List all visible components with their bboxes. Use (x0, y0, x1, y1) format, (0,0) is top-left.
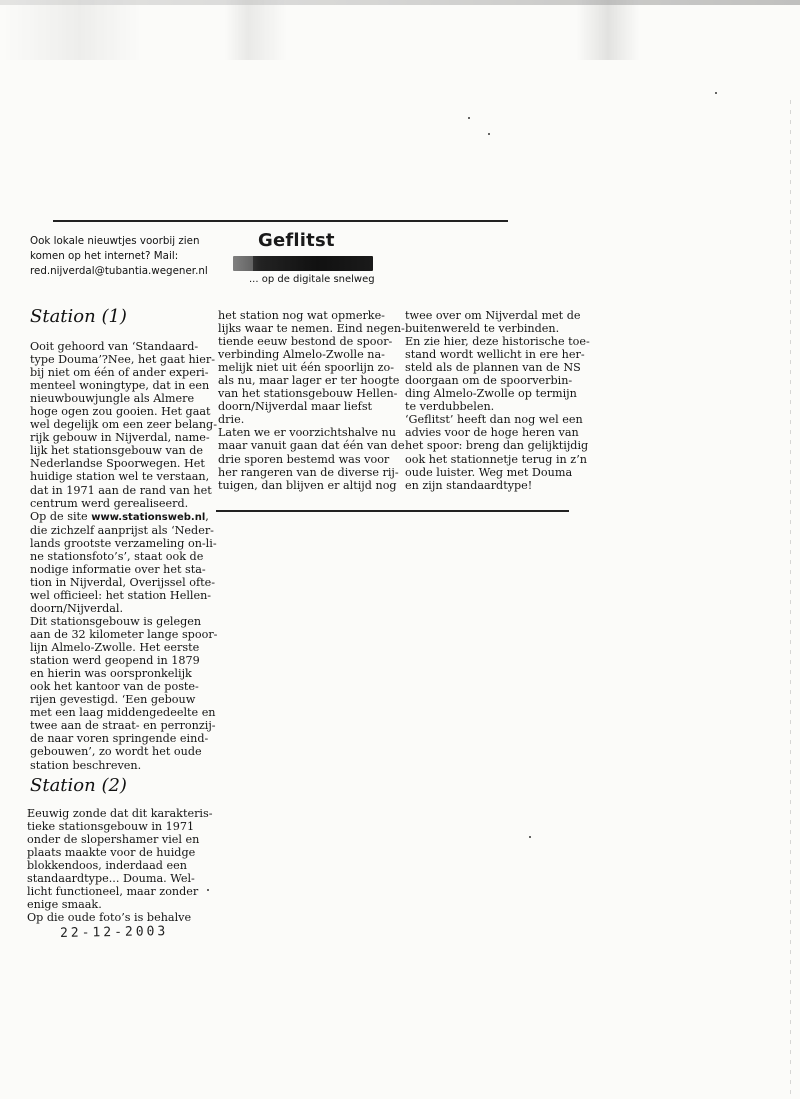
text-line: her rangeren van de diverse rij- (218, 465, 399, 479)
text-line: verbinding Almelo-Zwolle na- (218, 348, 385, 362)
text-line: dat in 1971 aan de rand van het (30, 483, 212, 497)
text-line: bij niet om één of ander experi- (30, 366, 209, 380)
text-line: maar vanuit gaan dat één van de (218, 439, 405, 453)
text-line: en zijn standaardtype! (405, 478, 533, 492)
header-tagline (30, 234, 230, 279)
text-line: lands grootste verzameling on-li- (30, 536, 217, 550)
text-line: het station nog wat opmerke- (218, 309, 385, 322)
text-line: Nederlandse Spoorwegen. Het (30, 457, 205, 471)
text-line: drie sporen bestemd was voor (218, 452, 390, 466)
top-rule (53, 220, 508, 222)
text-line: lijk het stationsgebouw van de (30, 444, 204, 458)
section2-heading: Station (2) (30, 775, 127, 796)
text-line: drie. (218, 413, 245, 427)
text-line: van het stationsgebouw Hellen- (218, 387, 398, 401)
text-line: tieke stationsgebouw in 1971 (27, 820, 195, 834)
column-2-text (218, 309, 405, 492)
text-line: rijen gevestigd. ‘Een gebouw (30, 693, 196, 707)
text-line: centrum werd gerealiseerd. (30, 496, 189, 510)
text-line: twee over om Nijverdal met de (405, 309, 581, 322)
text-line: tuigen, dan blijven er altijd nog (218, 478, 397, 492)
text-line: ding Almelo-Zwolle op termijn (405, 387, 577, 401)
text-line: Laten we er voorzichtshalve nu (218, 426, 396, 440)
text-line: nieuwbouwjungle als Almere (30, 392, 195, 406)
scan-speck (529, 836, 531, 838)
text-line: wel degelijk om een zeer belang- (30, 418, 217, 432)
column-1-text (30, 340, 217, 772)
masthead-title: Geflitst (258, 230, 335, 251)
column-3-text (405, 309, 590, 492)
text-line: advies voor de hoge heren van (405, 426, 579, 440)
text-line: gebouwen’, zo wordt het oude (30, 745, 202, 759)
text-line: als nu, maar lager er ter hoogte (218, 374, 400, 388)
text-line: doorn/Nijverdal. (30, 601, 124, 615)
text-line: licht functioneel, maar zonder (27, 885, 199, 899)
tagline-line: komen op het internet? Mail: (30, 250, 179, 262)
text-line: ook het stationnetje terug in z’n (405, 452, 587, 466)
url-prefix: Op de site (30, 509, 92, 523)
text-line: menteel woningtype, dat in een (30, 379, 210, 393)
url-suffix: , (205, 509, 209, 523)
text-line: nodige informatie over het sta- (30, 562, 206, 576)
tagline-email: red.nijverdal@tubantia.wegener.nl (30, 265, 208, 277)
tagline-line: Ook lokale nieuwtjes voorbij zien (30, 235, 200, 247)
scan-speck (468, 117, 470, 119)
text-line: rijk gebouw in Nijverdal, name- (30, 431, 210, 445)
text-line: huidige station wel te verstaan, (30, 470, 210, 484)
text-line: doorn/Nijverdal maar liefst (218, 400, 373, 414)
section1-heading: Station (1) (30, 306, 127, 327)
text-line: wel officieel: het station Hellen- (30, 588, 212, 602)
text-line: twee aan de straat- en perronzij- (30, 719, 216, 733)
text-line: plaats maakte voor de huidge (27, 846, 196, 860)
text-line: aan de 32 kilometer lange spoor- (30, 628, 218, 642)
text-line: Dit stationsgebouw is gelegen (30, 614, 202, 628)
scan-edge (790, 100, 791, 1099)
text-line: standaardtype... Douma. Wel- (27, 872, 195, 886)
scan-noise (0, 0, 800, 60)
text-line: enige smaak. (27, 898, 102, 912)
text-line: Ooit gehoord van ‘Standaard- (30, 340, 199, 353)
text-line: Eeuwig zonde dat dit karakteris- (27, 807, 213, 820)
text-line-with-url (30, 510, 217, 524)
text-line: Op die oude foto’s is behalve (27, 911, 192, 925)
text-line: doorgaan om de spoorverbin- (405, 374, 573, 388)
text-line: buitenwereld te verbinden. (405, 322, 560, 336)
text-line: stand wordt wellicht in ere her- (405, 348, 585, 362)
handwritten-date: 22-12-2003 (59, 924, 169, 941)
text-line: oude luister. Weg met Douma (405, 465, 573, 479)
text-line: ook het kantoor van de poste- (30, 680, 199, 694)
text-line: steld als de plannen van de NS (405, 361, 581, 375)
text-line: En zie hier, deze historische toe- (405, 335, 590, 349)
text-line: station beschreven. (30, 758, 142, 772)
text-line: en hierin was oorspronkelijk (30, 667, 192, 681)
column-1b-text (27, 807, 213, 924)
text-line: met een laag middengedeelte en (30, 706, 216, 720)
text-line: onder de slopershamer viel en (27, 833, 200, 847)
text-line: ne stationsfoto’s’, staat ook de (30, 549, 204, 563)
text-line: station werd geopend in 1879 (30, 654, 200, 668)
text-line: die zichzelf aanprijst als ‘Neder- (30, 523, 214, 537)
bottom-rule (216, 510, 569, 512)
text-line: lijn Almelo-Zwolle. Het eerste (30, 641, 200, 655)
stationsweb-link[interactable]: www.stationsweb.nl (91, 511, 206, 523)
text-line: melijk niet uit één spoorlijn zo- (218, 361, 395, 375)
scan-speck (715, 92, 717, 94)
text-line: de naar voren springende eind- (30, 732, 209, 746)
text-line: ‘Geflitst’ heeft dan nog wel een (405, 413, 583, 427)
text-line: te verdubbelen. (405, 400, 495, 414)
text-line: hoge ogen zou gooien. Het gaat (30, 405, 211, 419)
masthead-subtitle: ... op de digitale snelweg (249, 274, 375, 285)
text-line: tion in Nijverdal, Overijssel ofte- (30, 575, 216, 589)
text-line: het spoor: breng dan gelijktijdig (405, 439, 589, 453)
scan-speck (488, 133, 490, 135)
text-line: blokkendoos, inderdaad een (27, 859, 187, 873)
masthead-bar (233, 256, 373, 271)
text-line: tiende eeuw bestond de spoor- (218, 335, 393, 349)
text-line: lijks waar te nemen. Eind negen- (218, 322, 405, 336)
text-line: type Douma’?Nee, het gaat hier- (30, 353, 216, 367)
